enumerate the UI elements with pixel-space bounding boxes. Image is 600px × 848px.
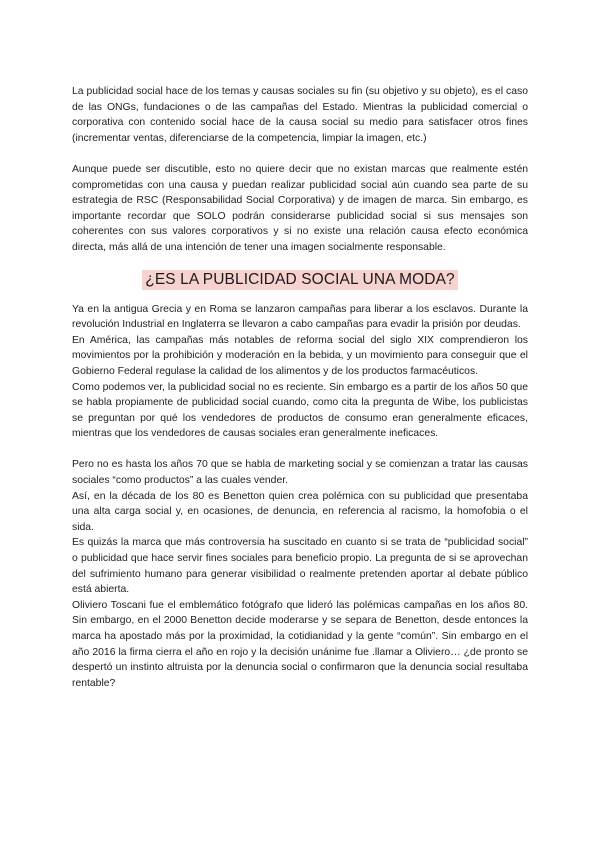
history-paragraph-2: En América, las campañas más notables de reforma social del siglo XIX comprendieron los movimientos por la prohibición y moderación en la bebida, y un movimiento para conseguir que el Gobierno Federal regulase la calidad de los alimentos y de los productos farmacéuticos. xyxy=(72,334,528,377)
benetton-paragraph-3: Es quizás la marca que más controversia ha suscitado en cuanto si se trata de “publicidad social” o publicidad que hace servir fines sociales para beneficio propio. La pregunta de si se aprovechan del sufrimiento humano para generar visibilidad o realmente pretenden aportar al debate público está abierta. xyxy=(72,537,528,596)
intro-paragraph-2: Aunque puede ser discutible, esto no quiere decir que no existan marcas que realmente estén comprometidas con una causa y puedan realizar publicidad social aún cuando sea parte de su estrategia de RSC (Responsabilidad Social Corporativa) y de imagen de marca. Sin embargo, es importante recordar que SOLO podrán considerarse publicidad social si sus mensajes son coherentes con sus valores corporativos y si no existe una relación causa efecto económica directa, más allá de una intención de tener una imagen socialmente responsable. xyxy=(72,163,528,253)
paragraph-gap xyxy=(72,442,528,458)
benetton-paragraph-2: Así, en la década de los 80 es Benetton quien crea polémica con su publicidad que presentaba una alta carga social y, en ocasiones, de denuncia, en referencia al racismo, la homofobia o el sida. xyxy=(72,490,528,533)
paragraph-gap xyxy=(72,146,528,162)
history-paragraph-3: Como podemos ver, la publicidad social no es reciente. Sin embargo es a partir de los años 50 que se habla propiamente de publicidad social cuando, como cita la pregunta de Wibe, los publicistas se preguntan por qué los vendedores de productos de consumo eran generalmente eficaces, mientras que los vendedores de causas sociales eran generalmente ineficaces. xyxy=(72,381,528,440)
benetton-paragraph-1: Pero no es hasta los años 70 que se habla de marketing social y se comienzan a tratar las causas sociales “como productos” a las cuales vender. xyxy=(72,459,528,487)
intro-paragraph-1: La publicidad social hace de los temas y causas sociales su fin (su objetivo y su objeto), es el caso de las ONGs, fundaciones o de las campañas del Estado. Mientras la publicidad comercial o corporativa con contenido social hace de la causa social su medio para satisfacer otros fines (incrementar ventas, diferenciarse de la competencia, limpiar la imagen, etc.) xyxy=(72,86,528,144)
document-page xyxy=(72,84,528,691)
section-heading-wrapper xyxy=(72,270,528,290)
section-heading: ¿ES LA PUBLICIDAD SOCIAL UNA MODA? xyxy=(142,270,457,290)
history-paragraph-1: Ya en la antigua Grecia y en Roma se lanzaron campañas para liberar a los esclavos. Durante la revolución Industrial en Inglaterra se llevaron a cabo campañas para evadir la prisión por deudas. xyxy=(72,303,528,331)
benetton-paragraph-4: Oliviero Toscani fue el emblemático fotógrafo que lideró las polémicas campañas en los años 80. Sin embargo, en el 2000 Benetton decide moderarse y se separa de Benetton, desde entonces la marca ha apostado más por la proximidad, la cotidianidad y la gente “común”. Sin embargo en el año 2016 la firma cierra el año en rojo y la decisión unánime fue .llamar a Oliviero… ¿de pronto se despertó un instinto altruista por la denuncia social o confirmaron que la denuncia social resultaba rentable? xyxy=(72,599,528,689)
